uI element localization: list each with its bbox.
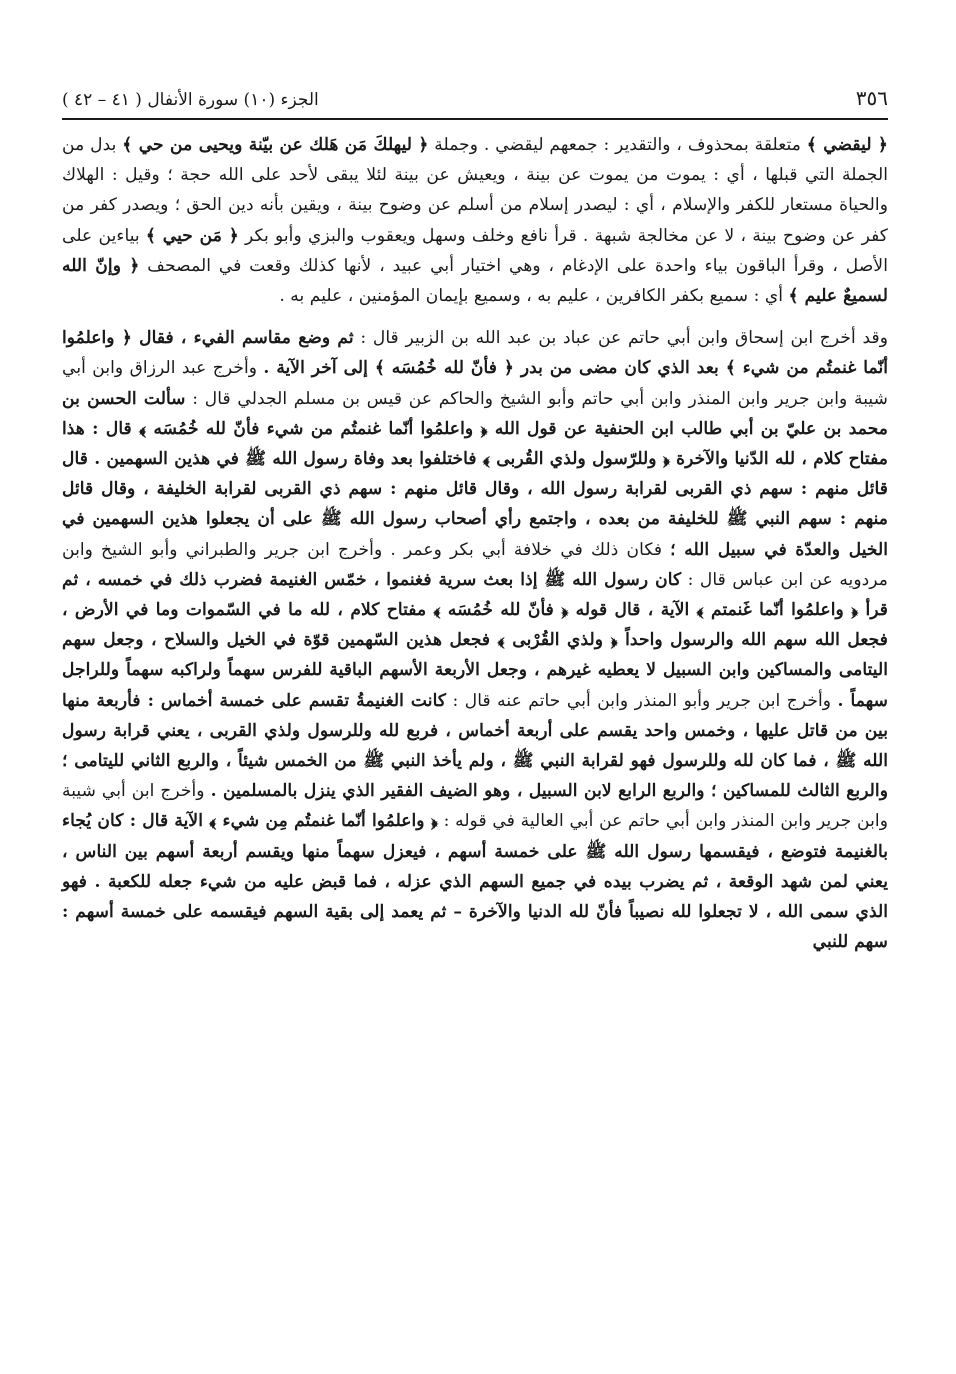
commentary-text: بدل من الجملة التي قبلها ، أي : يموت من يموت عن بينة ، ويعيش عن بينة لئلا يبقى لأحد على الله حجة ؛ وقيل : الهلاك والحياة مستعار للكفر والإسلام ، أي : ليصدر إسلام من أسلم عن وضوح بينة ، ويقين بأنه دين الحق ؛ ويصدر كفر من كفر عن وضوح بينة ، لا عن مخالجة شبهة . قرأ نافع وخلف وسهل ويعقوب والبزي وأبو بكر — [62, 135, 888, 246]
paragraph — [62, 130, 888, 311]
commentary-text: أي : سميع بكفر الكافرين ، عليم به ، وسميع بإيمان المؤمنين ، عليم به . — [279, 286, 789, 307]
quoted-text: كانت الغنيمةُ تقسم على خمسة أخماس : فأربعة منها بين من قاتل عليها ، وخمس واحد يقسم على أربعة أخماس ، فربع لله وللرسول ولذي القربى ، يعني قرابة رسول الله ﷺ ، فما كان لله وللرسول فهو لقرابة النبي ﷺ ، ولم يأخذ النبي ﷺ من الخمس شيئاً ، والربع الثاني لليتامى ؛ والربع الثالث للمساكين ؛ والربع الرابع لابن السبيل ، وهو الضيف الفقير الذي ينزل بالمسلمين . — [62, 690, 888, 802]
quoted-text: ﴿ واعلمُوا أنّما غنمتُم مِن شيء ﴾ الآية قال : كان يُجاء بالغنيمة فتوضع ، فيقسمها رسول الله ﷺ على خمسة أسهم ، فيعزل سهماً منها ويقسم أربعة أسهم بين الناس ، يعني لمن شهد الوقعة ، ثم يضرب بيده في جميع السهم الذي عزله ، فما قبض عليه من شيء جعله للكعبة . فهو الذي سمى الله ، لا تجعلوا لله نصيباً فأنّ لله الدنيا والآخرة – ثم يعمد إلى بقية السهم فيقسمه على خمسة أسهم : سهم للنبي — [62, 811, 888, 953]
quoted-text: ﴿ وإنّ الله لسميعٌ عليم ﴾ — [62, 255, 888, 307]
paragraph — [62, 323, 888, 957]
commentary-text: متعلقة بمحذوف ، والتقدير : جمعهم ليقضي . وجملة — [428, 135, 807, 155]
commentary-text: وأخرج ابن جرير وأبو المنذر وابن أبي حاتم عنه قال : — [446, 690, 838, 711]
quoted-text: ثم وضع مقاسم الفيء ، فقال ﴿ واعلمُوا أنّما غنمتُم من شيء ﴾ بعد الذي كان مضى من بدر ﴿ فأنّ لله خُمُسَه ﴾ إلى آخر الآية . — [62, 328, 888, 379]
document-page — [62, 86, 888, 957]
quoted-text: ﴿ مَن حيي ﴾ — [145, 225, 239, 246]
chapter-title: الجزء (١٠) سورة الأنفال ( ٤١ – ٤٢ ) — [62, 90, 319, 110]
running-header — [62, 86, 888, 120]
commentary-text: وأخرج ابن أبي شيبة وابن جرير وابن المنذر وابن أبي حاتم عن أبي العالية في قوله : — [62, 781, 888, 832]
page-number: ٣٥٦ — [855, 86, 888, 110]
commentary-text: فكان ذلك في خلافة أبي بكر وعمر . وأخرج ابن جرير والطبراني وأبو الشيخ وابن مردويه عن ابن عباس قال : — [62, 539, 888, 590]
document-body — [62, 130, 888, 957]
commentary-text: بياءين على الأصل ، وقرأ الباقون بياء واحدة على الإدغام ، وهي اختيار أبي عبيد ، لأنها كذلك وقعت في المصحف — [62, 225, 888, 276]
commentary-text: وأخرج عبد الرزاق وابن أبي شيبة وابن جرير وابن المنذر وابن أبي حاتم وأبو الشيخ والحاكم عن قيس بن مسلم الجدلي قال : — [62, 358, 888, 409]
quoted-text: سألت الحسن بن محمد بن عليّ بن أبي طالب ابن الحنفية عن قول الله ﴿ واعلمُوا أنّما غنمتُم من شيء فأنّ لله خُمُسَه ﴾ قال : هذا مفتاح كلام ، لله الدّنيا والآخرة ﴿ وللرّسول ولذي القُربى ﴾ فاختلفوا بعد وفاة رسول الله ﷺ في هذين السهمين . قال قائل منهم : سهم ذي القربى لقرابة رسول الله ، وقال قائل منهم : سهم ذي القربى لقرابة الخليفة ، وقال قائل منهم : سهم النبي ﷺ للخليفة من بعده ، واجتمع رأي أصحاب رسول الله ﷺ على أن يجعلوا هذين السهمين في الخيل والعدّة في سبيل الله ؛ — [62, 388, 888, 560]
quoted-text: ﴿ ليهلكَ مَن هَلك عن بيّنة ويحيى من حي ﴾ — [122, 135, 429, 155]
quoted-text: كان رسول الله ﷺ إذا بعث سرية فغنموا ، خمّس الغنيمة فضرب ذلك في خمسه ، ثم قرأ ﴿ واعلمُوا أنّما غَنمتم ﴾ الآية ، قال قوله ﴿ فأنّ لله خُمُسَه ﴾ مفتاح كلام ، لله ما في السّموات وما في الأرض ، فجعل الله سهم الله والرسول واحداً ﴿ ولذي القُرْبى ﴾ فجعل هذين السّهمين قوّة في الخيل والسلاح ، وجعل سهم اليتامى والمساكين وابن السبيل لا يعطيه غيرهم ، وجعل الأربعة الأسهم الباقية للفرس سهماً ولراكبه سهماً وللراجل سهماً . — [62, 569, 889, 711]
commentary-text: وقد أخرج ابن إسحاق وابن أبي حاتم عن عباد بن عبد الله بن الزبير قال : — [353, 328, 889, 349]
quoted-text: ﴿ ليقضي ﴾ — [806, 135, 888, 155]
